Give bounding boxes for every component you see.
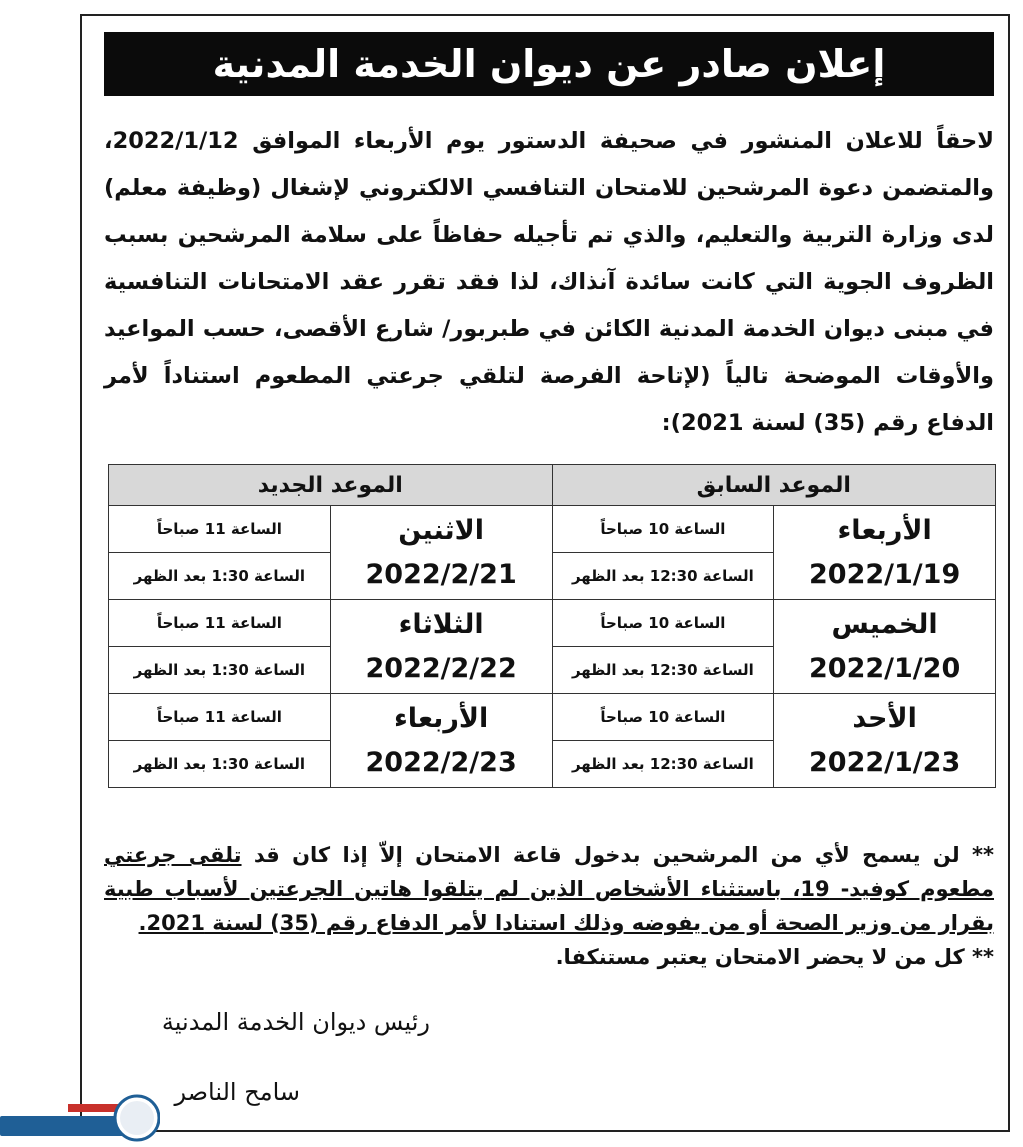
new-time: الساعة 1:30 بعد الظهر xyxy=(109,741,331,788)
prev-date: 2022/1/23 xyxy=(809,746,961,778)
new-date: 2022/2/23 xyxy=(365,746,517,778)
prev-date: 2022/1/20 xyxy=(809,652,961,684)
notes xyxy=(104,838,994,974)
table-row xyxy=(109,694,996,741)
new-time: الساعة 1:30 بعد الظهر xyxy=(109,553,331,600)
new-day-cell xyxy=(330,506,552,600)
table-row xyxy=(109,506,996,553)
signatory-name: سامح الناصر xyxy=(174,1078,300,1106)
header-previous-date: الموعد السابق xyxy=(552,465,996,506)
prev-day: الأحد xyxy=(852,702,917,734)
absence-note: ** كل من لا يحضر الامتحان يعتبر مستنكفا. xyxy=(555,945,994,969)
new-time: الساعة 11 صباحاً xyxy=(109,694,331,741)
vaccination-note-prefix: ** لن يسمح لأي من المرشحين بدخول قاعة الامتحان إلاّ إذا كان قد xyxy=(241,843,994,867)
vaccination-note-underlined: تلقى جرعتي مطعوم كوفيد- 19، باستثناء الأشخاص الذين لم يتلقوا هاتين الجرعتين لأسباب طبية بقرار من وزير الصحة أو من يفوضه وذلك استنادا لأمر الدفاع رقم (35) لسنة 2021. xyxy=(104,843,994,935)
new-day-cell xyxy=(330,600,552,694)
prev-day-cell xyxy=(774,600,996,694)
prev-time: الساعة 10 صباحاً xyxy=(552,506,774,553)
header-new-date: الموعد الجديد xyxy=(109,465,553,506)
prev-time: الساعة 10 صباحاً xyxy=(552,694,774,741)
prev-day-cell xyxy=(774,506,996,600)
new-day: الثلاثاء xyxy=(398,608,484,640)
new-day: الأربعاء xyxy=(394,702,489,734)
prev-time: الساعة 10 صباحاً xyxy=(552,600,774,647)
page-title xyxy=(104,32,994,96)
prev-time: الساعة 12:30 بعد الظهر xyxy=(552,553,774,600)
new-time: الساعة 1:30 بعد الظهر xyxy=(109,647,331,694)
prev-time: الساعة 12:30 بعد الظهر xyxy=(552,647,774,694)
schedule-header-row xyxy=(109,465,996,506)
new-date: 2022/2/22 xyxy=(365,652,517,684)
prev-day-cell xyxy=(774,694,996,788)
prev-day: الأربعاء xyxy=(837,514,932,546)
schedule-table xyxy=(108,464,996,788)
new-time: الساعة 11 صباحاً xyxy=(109,600,331,647)
table-row xyxy=(109,600,996,647)
prev-day: الخميس xyxy=(831,608,938,640)
vaccination-note xyxy=(104,838,994,940)
prev-date: 2022/1/19 xyxy=(809,558,961,590)
intro-paragraph: لاحقاً للاعلان المنشور في صحيفة الدستور يوم الأربعاء الموافق 2022/1/12، والمتضمن دعوة المرشحين للامتحان التنافسي الالكتروني لإشغال (وظيفة معلم) لدى وزارة التربية والتعليم، والذي تم تأجيله حفاظاً على سلامة المرشحين بسبب الظروف الجوية التي كانت سائدة آنذاك، لذا فقد تقرر عقد الامتحانات التنافسية في مبنى ديوان الخدمة المدنية الكائن في طبربور/ شارع الأقصى، حسب المواعيد والأوقات الموضحة تالياً (لإتاحة الفرصة لتلقي جرعتي المطعوم استناداً لأمر الدفاع رقم (35) لسنة 2021): xyxy=(104,128,994,436)
new-day-cell xyxy=(330,694,552,788)
new-date: 2022/2/21 xyxy=(365,558,517,590)
prev-time: الساعة 12:30 بعد الظهر xyxy=(552,741,774,788)
page-title-text: إعلان صادر عن ديوان الخدمة المدنية xyxy=(212,42,886,86)
signatory-title: رئيس ديوان الخدمة المدنية xyxy=(161,1008,430,1036)
new-day: الاثنين xyxy=(398,514,485,546)
new-time: الساعة 11 صباحاً xyxy=(109,506,331,553)
watermark-logo xyxy=(0,1088,160,1146)
